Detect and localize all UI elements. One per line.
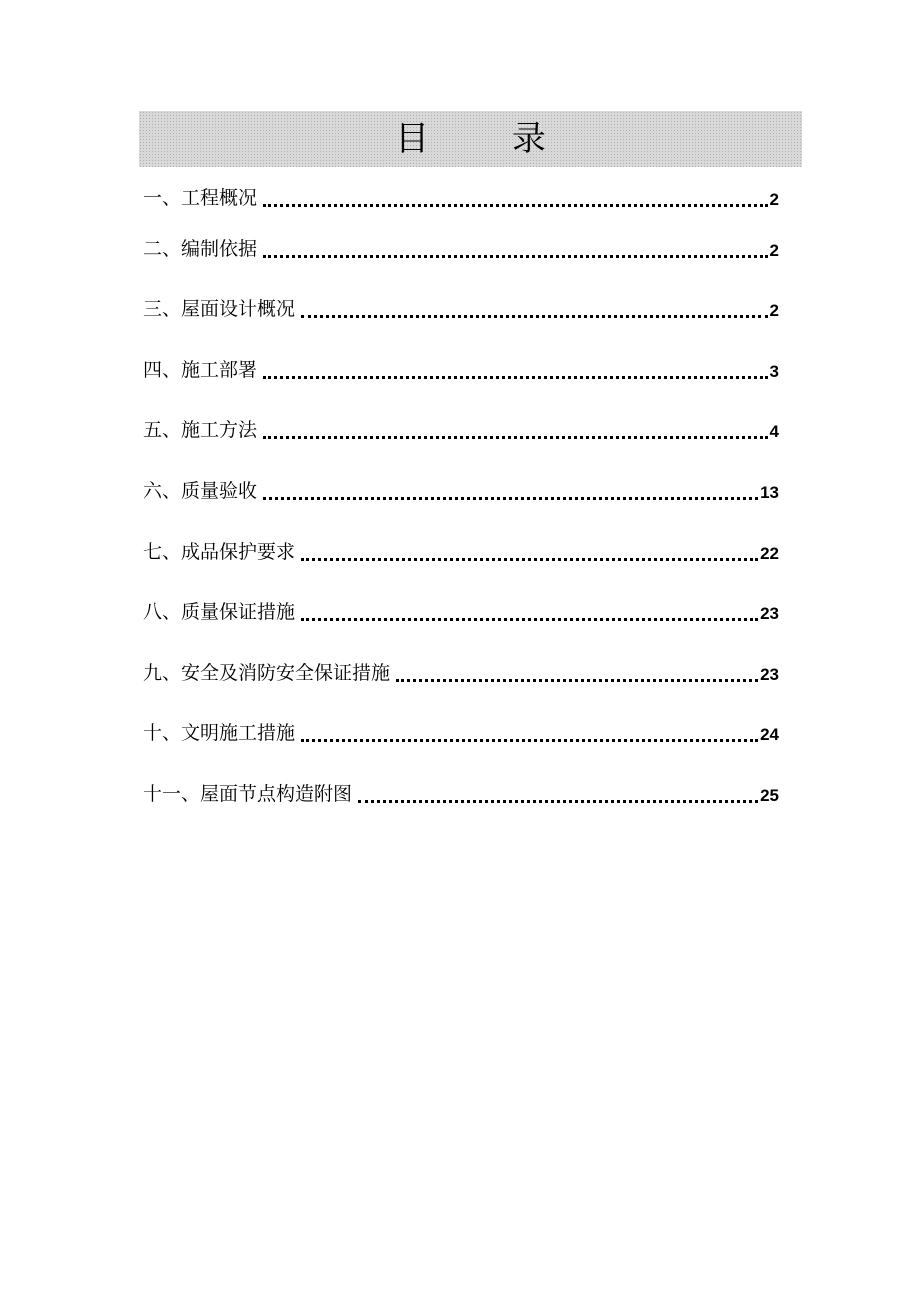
toc-entry[interactable] [143, 458, 779, 519]
toc-leader-dots [263, 432, 768, 439]
toc-entry[interactable] [143, 519, 779, 580]
toc-entry-label: 十一、屋面节点构造附图 [143, 782, 353, 805]
toc-entry-label: 七、成品保护要求 [143, 540, 296, 563]
toc-entry-label: 三、屋面设计概况 [143, 298, 296, 321]
toc-entry-page: 13 [760, 482, 779, 502]
toc-entry-label: 六、质量验收 [143, 479, 258, 502]
toc-leader-dots [358, 796, 758, 803]
toc-entry-page: 3 [769, 361, 779, 381]
toc-entry-page: 2 [769, 240, 779, 260]
toc-leader-dots [263, 493, 758, 500]
toc-leader-dots [301, 554, 758, 561]
toc-entry-label: 九、安全及消防安全保证措施 [143, 661, 391, 684]
toc-entry-label: 四、施工部署 [143, 358, 258, 381]
toc-entry-page: 22 [760, 543, 779, 563]
toc-entry-page: 2 [769, 301, 779, 321]
toc-leader-dots [396, 675, 758, 682]
toc-leader-dots [263, 200, 768, 207]
toc-leader-dots [301, 735, 758, 742]
toc-entry-page: 4 [769, 422, 779, 442]
toc-entry[interactable] [143, 398, 779, 459]
table-of-contents [143, 186, 779, 822]
toc-entry[interactable] [143, 701, 779, 762]
page-title: 目 录 [395, 119, 582, 159]
toc-entry[interactable] [143, 337, 779, 398]
toc-entry-label: 一、工程概况 [143, 187, 258, 209]
toc-entry-page: 24 [760, 725, 779, 745]
toc-entry-label: 五、施工方法 [143, 419, 258, 442]
toc-entry[interactable] [143, 580, 779, 641]
toc-entry-label: 八、质量保证措施 [143, 601, 296, 624]
toc-entry-label: 二、编制依据 [143, 237, 258, 260]
toc-entry-label: 十、文明施工措施 [143, 722, 296, 745]
toc-title-banner [139, 111, 802, 167]
toc-entry-page: 23 [760, 604, 779, 624]
toc-entry-page: 23 [760, 664, 779, 684]
toc-entry-page: 2 [769, 190, 779, 209]
toc-entry[interactable] [143, 186, 779, 216]
toc-leader-dots [301, 614, 758, 621]
toc-leader-dots [301, 311, 768, 318]
toc-entry[interactable] [143, 277, 779, 338]
toc-leader-dots [263, 251, 768, 258]
toc-entry[interactable] [143, 761, 779, 822]
toc-entry-page: 25 [760, 785, 779, 805]
toc-leader-dots [263, 372, 768, 379]
toc-entry[interactable] [143, 216, 779, 277]
toc-entry[interactable] [143, 640, 779, 701]
